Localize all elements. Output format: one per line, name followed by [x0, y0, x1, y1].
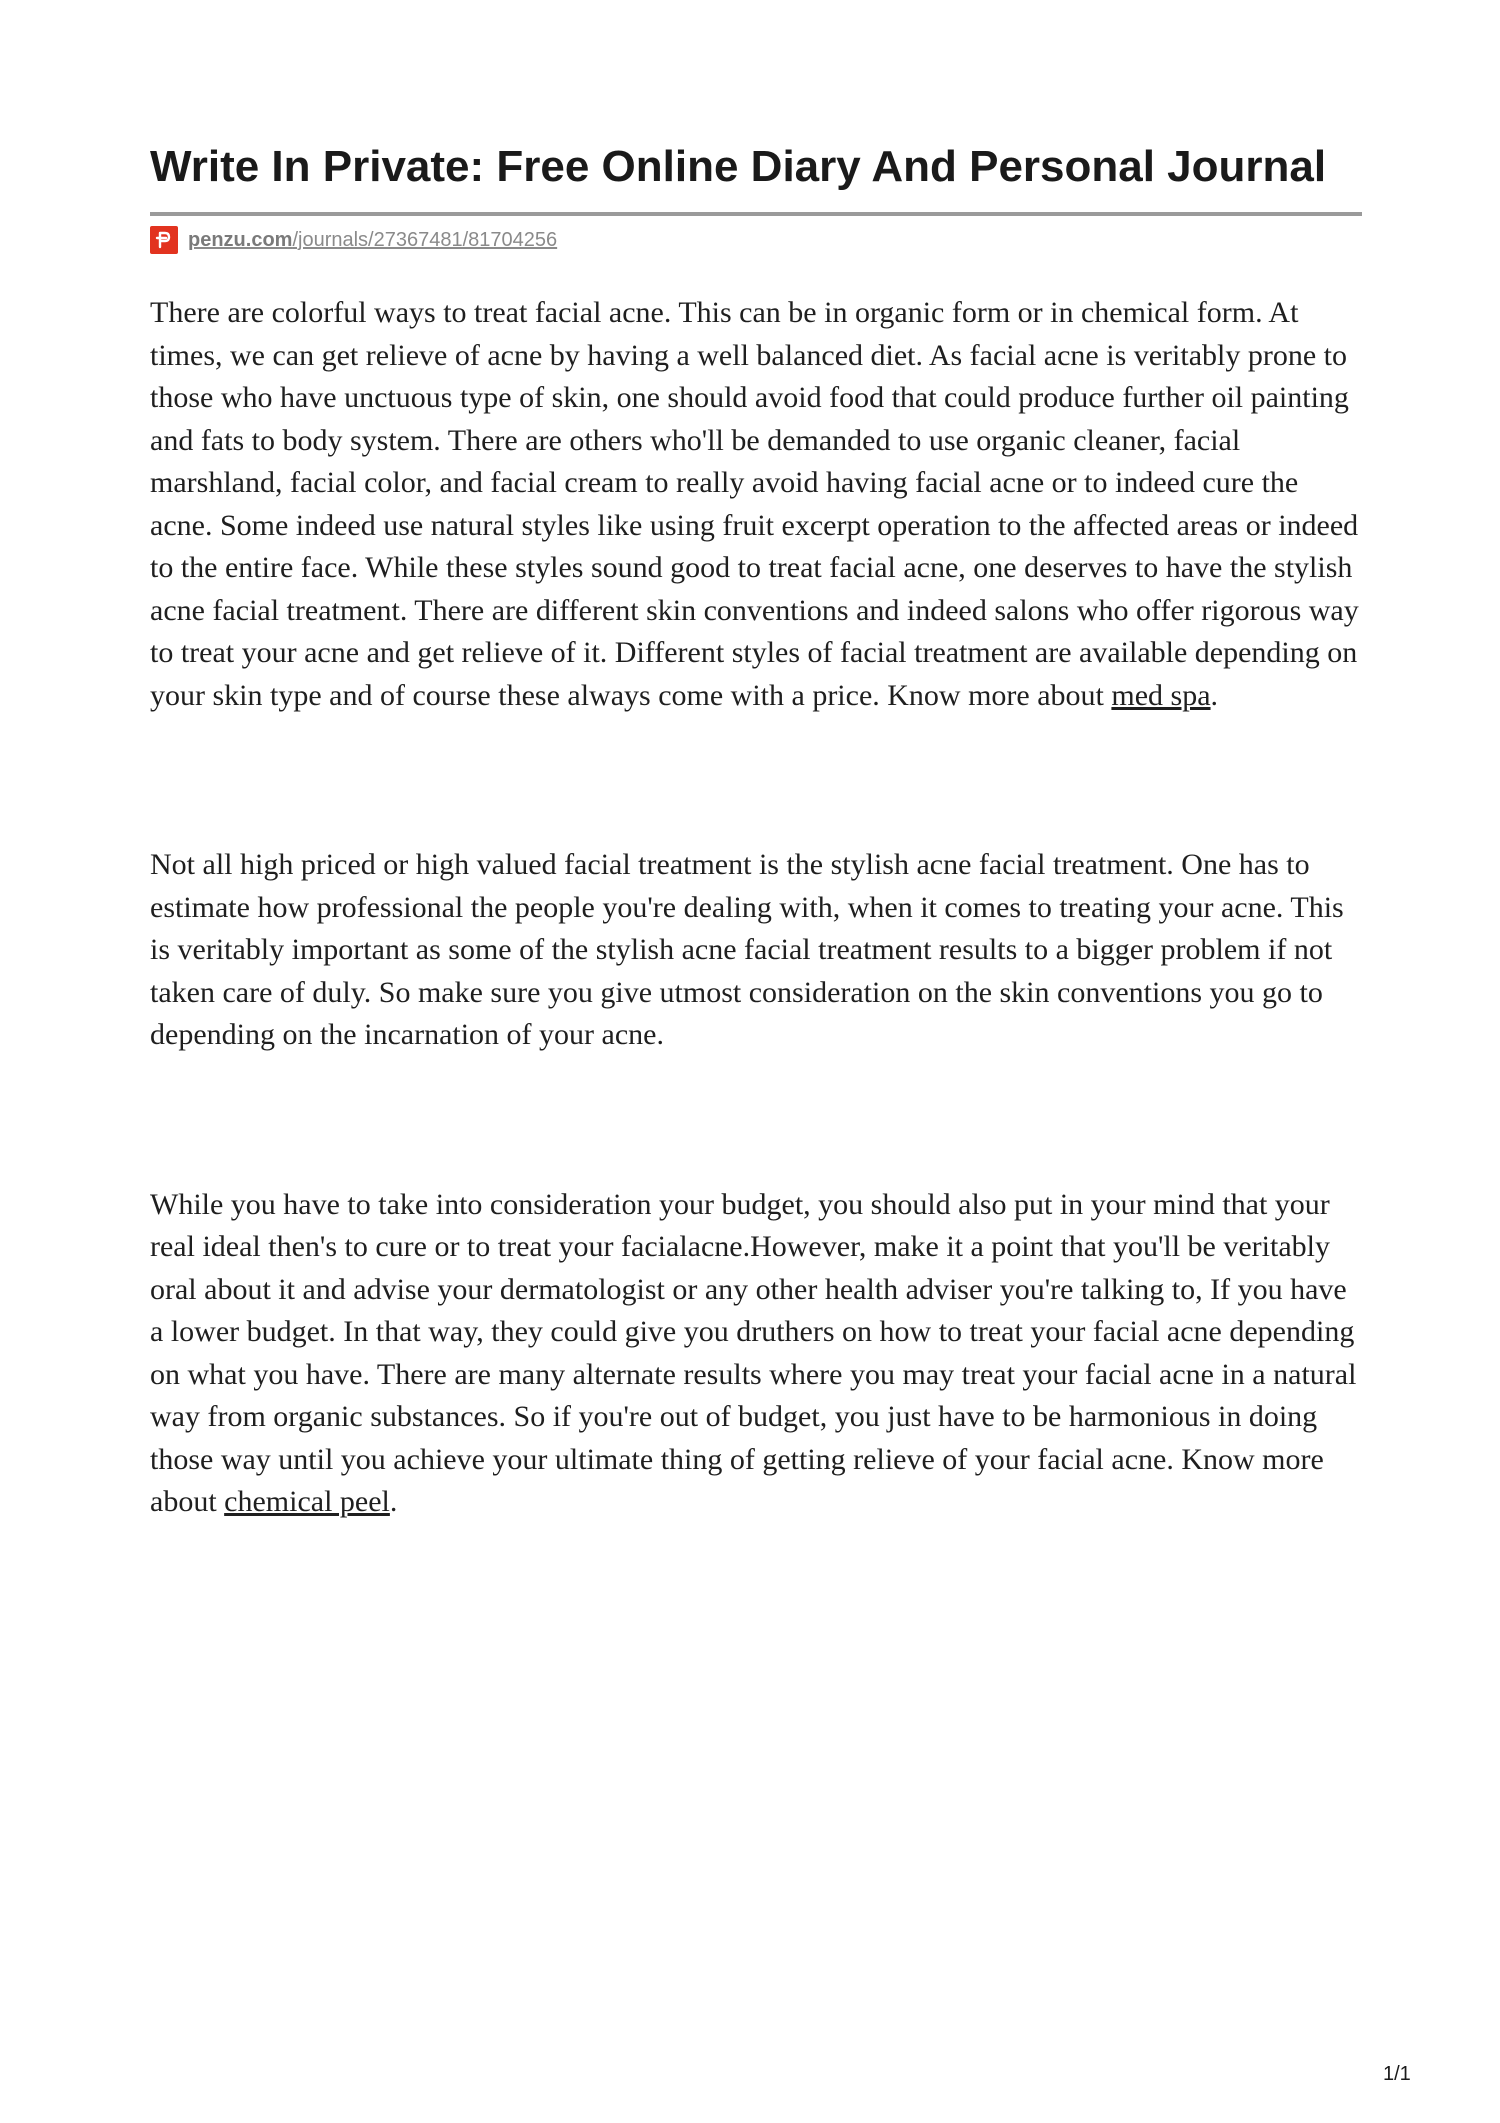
chemical-peel-link[interactable]: chemical peel: [224, 1485, 390, 1518]
paragraph-1-text: There are colorful ways to treat facial acne. This can be in organic form or in chemical form. At times, we can get relieve of acne by having a well balanced diet. As facial acne is veritably prone to those who have unctuous type of skin, one should avoid food that could produce further oil painting and fats to body system. There are others who'll be demanded to use organic cleaner, facial marshland, facial color, and facial cream to really avoid having facial acne or to indeed cure the acne. Some indeed use natural styles like using fruit excerpt operation to the affected areas or indeed to the entire face. While these styles sound good to treat facial acne, one deserves to have the stylish acne facial treatment. There are different skin conventions and indeed salons who offer rigorous way to treat your acne and get relieve of it. Different styles of facial treatment are available depending on your skin type and of course these always come with a price. Know more about: [150, 296, 1359, 712]
article-body: [150, 292, 1362, 1524]
paragraph-1-end: .: [1210, 678, 1219, 712]
paragraph-1: [150, 292, 1362, 717]
paragraph-2: Not all high priced or high valued facial treatment is the stylish acne facial treatment. One has to estimate how professional the people you're dealing with, when it comes to treating your acne. This is veritably important as some of the stylish acne facial treatment results to a bigger problem if not taken care of duly. So make sure you give utmost consideration on the skin conventions you go to depending on the incarnation of your acne.: [150, 848, 1344, 1051]
source-line: [150, 226, 1362, 254]
source-link[interactable]: [188, 226, 557, 254]
page-title: Write In Private: Free Online Diary And Personal Journal: [150, 142, 1327, 191]
document-page: [150, 140, 1362, 1524]
paragraph-3: [150, 1184, 1362, 1524]
title-divider: [150, 212, 1362, 216]
page-number: 1/1: [1383, 2063, 1411, 2085]
paragraph-3-text: While you have to take into consideration your budget, you should also put in your mind that your real ideal then's to cure or to treat your facialacne.However, make it a point that you'll be veritably oral about it and advise your dermatologist or any other health adviser you're talking to, If you have a lower budget. In that way, they could give you druthers on how to treat your facial acne depending on what you have. There are many alternate results where you may treat your facial acne in a natural way from organic substances. So if you're out of budget, you just have to be harmonious in doing those way until you achieve your ultimate thing of getting relieve of your facial acne. Know more about: [150, 1187, 1357, 1518]
penzu-logo-icon: [150, 226, 178, 254]
source-domain: penzu.com: [188, 229, 293, 251]
source-path: /journals/27367481/81704256: [292, 229, 558, 251]
paragraph-3-end: .: [389, 1485, 398, 1518]
med-spa-link[interactable]: med spa: [1111, 678, 1211, 712]
